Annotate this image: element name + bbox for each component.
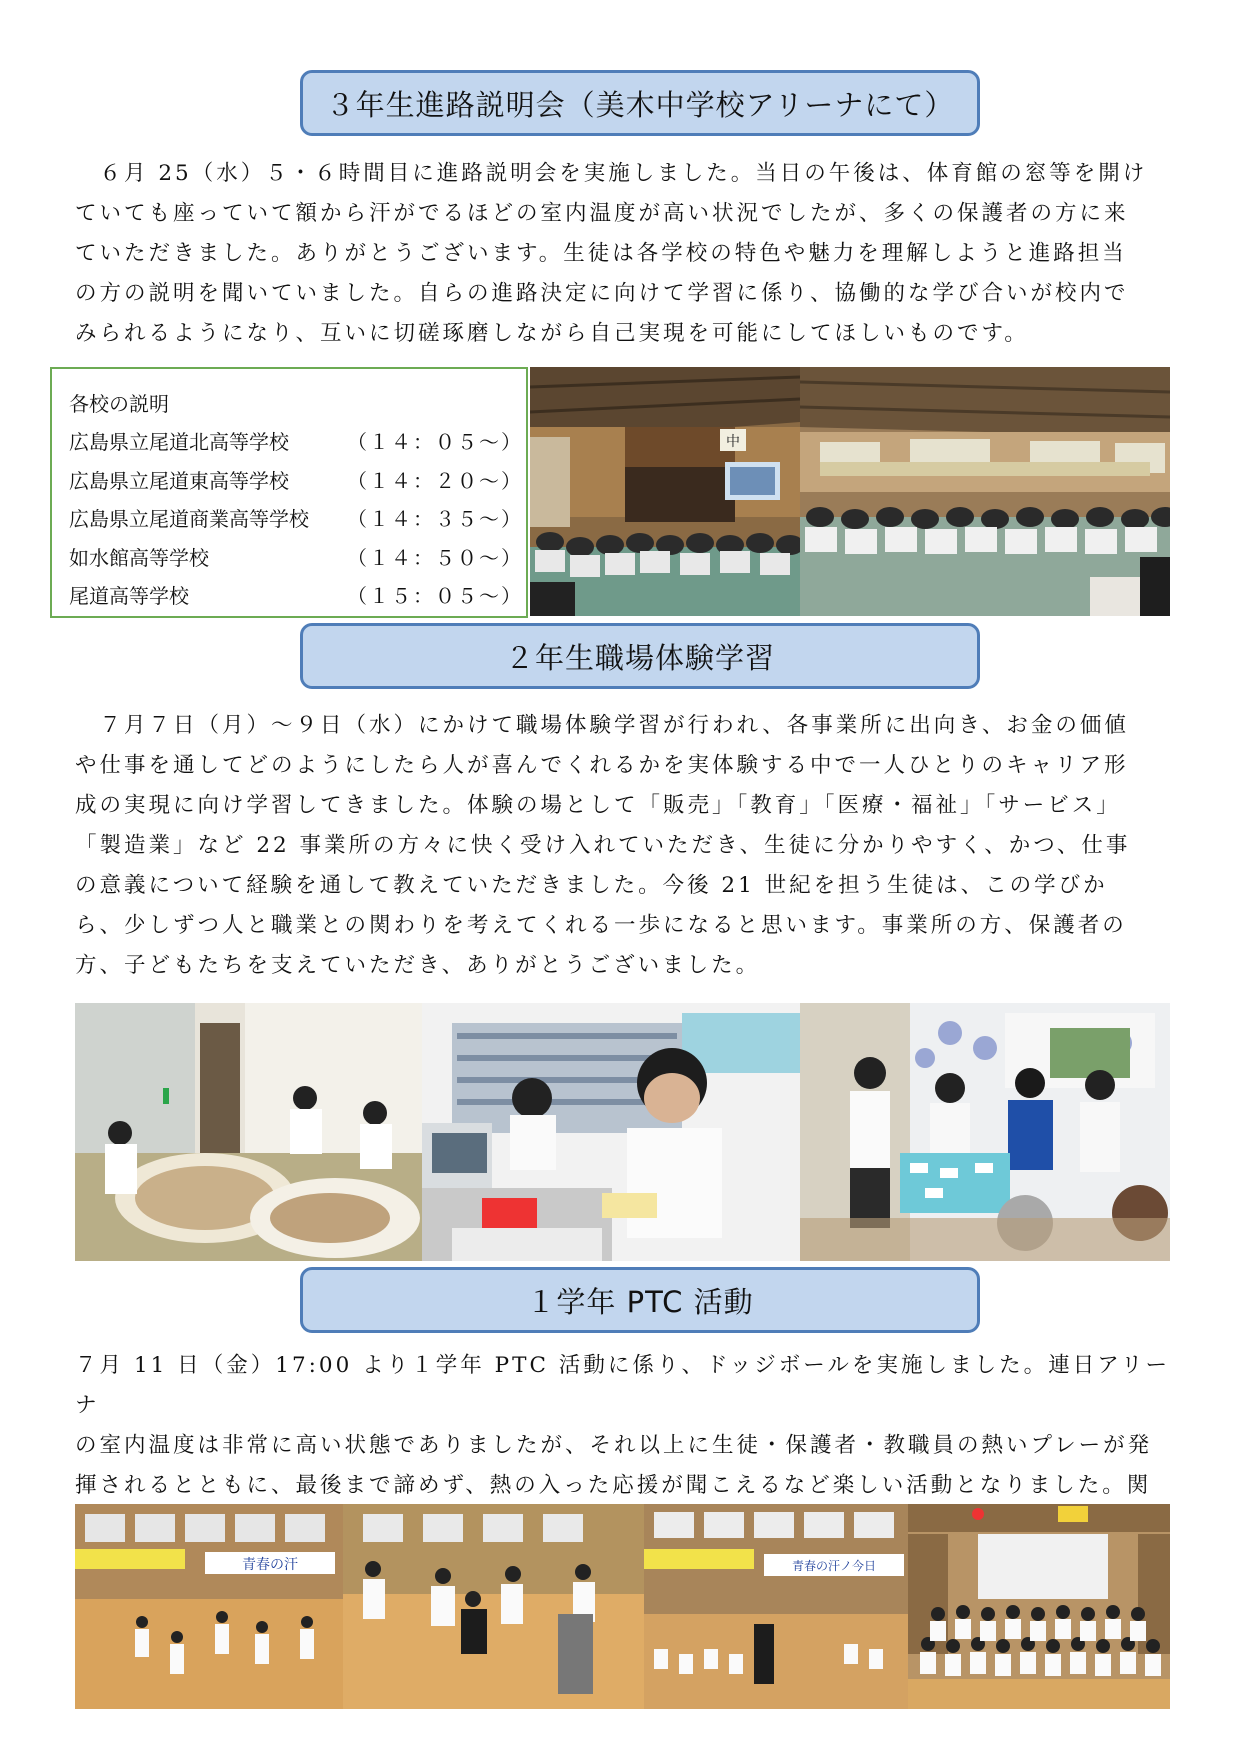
text-line: 成の実現に向け学習してきました。体験の場として「販売」「教育」「医療・福祉」「サービス」 xyxy=(75,793,1121,818)
school-time: （１４：３５～） xyxy=(347,507,523,531)
text-line: 方、子どもたちを支えていただき、ありがとうございました。 xyxy=(75,953,761,978)
section2-title: ２年生職場体験学習 xyxy=(300,623,980,689)
school-name: 広島県立尾道商業高等学校 xyxy=(69,507,309,531)
photo-career-briefing-audience xyxy=(800,367,1170,616)
photo-career-briefing-stage xyxy=(530,367,800,616)
section2-text xyxy=(75,706,1170,986)
text-line: みられるようになり、互いに切磋琢磨しながら自己実現を可能にしてほしいものです。 xyxy=(75,321,1029,346)
photo-ptc-group xyxy=(908,1504,1170,1709)
school-schedule-box xyxy=(50,367,528,618)
text-line: ７月 11 日（金）17:00 より１学年 PTC 活動に係り、ドッジボールを実施しました。連日アリーナ xyxy=(75,1353,1170,1418)
photo-workplace-futon xyxy=(75,1003,422,1261)
text-line: ７月７日（月）～９日（水）にかけて職場体験学習が行われ、各事業所に出向き、お金の価値 xyxy=(75,713,1129,738)
school-name: 尾道高等学校 xyxy=(69,584,189,608)
text-line: 揮されるとともに、最後まで諦めず、熱の入った応援が聞こえるなど楽しい活動となりました。関 xyxy=(75,1473,1152,1498)
schedule-row xyxy=(69,539,526,578)
text-line: ていても座っていて額から汗がでるほどの室内温度が高い状況でしたが、多くの保護者の方に来 xyxy=(75,201,1129,226)
section3-title: １学年 PTC 活動 xyxy=(300,1267,980,1333)
schedule-row xyxy=(69,423,526,462)
gym-banner-text: 青春の汗ノ今日 xyxy=(791,1559,877,1573)
text-line: や仕事を通してどのようにしたら人が喜んでくれるかを実体験する中で一人ひとりのキャリア形 xyxy=(75,753,1129,778)
text-line: ６月 25（水）５・６時間目に進路説明会を実施しました。当日の午後は、体育館の窓等を開け xyxy=(75,161,1148,186)
text-line: 「製造業」など 22 事業所の方々に快く受け入れていただき、生徒に分かりやすく、かつ、仕事 xyxy=(75,833,1131,858)
school-time: （１４：２０～） xyxy=(347,468,523,493)
schedule-row xyxy=(69,500,526,539)
photo-workplace-store xyxy=(422,1003,800,1261)
gym-banner-text: 青春の汗 xyxy=(242,1557,298,1573)
photo-ptc-dodgeball-2 xyxy=(343,1504,644,1709)
school-time: （１４：０５～） xyxy=(347,430,523,454)
photo-workplace-care xyxy=(800,1003,1170,1261)
text-line: の室内温度は非常に高い状態でありましたが、それ以上に生徒・保護者・教職員の熱いプレーが発 xyxy=(75,1433,1153,1458)
schedule-title: 各校の説明 xyxy=(69,392,169,416)
photo-ptc-dodgeball-3 xyxy=(644,1504,908,1709)
stage-sign-text: 中 xyxy=(726,434,740,450)
school-name: 広島県立尾道東高等学校 xyxy=(69,468,289,493)
text-line: ら、少しずつ人と職業との関わりを考えてくれる一歩になると思います。事業所の方、保護者の xyxy=(75,913,1127,938)
schedule-row xyxy=(69,577,526,616)
school-name: 広島県立尾道北高等学校 xyxy=(69,430,289,454)
text-line: の方の説明を聞いていました。自らの進路決定に向けて学習に係り、協働的な学び合いが校内で xyxy=(75,281,1129,306)
section1-text xyxy=(75,154,1170,354)
section1-title: ３年生進路説明会（美木中学校アリーナにて） xyxy=(300,70,980,136)
text-line: の意義について経験を通して教えていただきました。今後 21 世紀を担う生徒は、この学びか xyxy=(75,873,1108,898)
text-line: ていただきました。ありがとうございます。生徒は各学校の特色や魅力を理解しようと進路担当 xyxy=(75,241,1127,266)
school-time: （１５：０５～） xyxy=(347,584,523,608)
school-time: （１４：５０～） xyxy=(347,545,523,570)
school-name: 如水館高等学校 xyxy=(69,545,209,570)
photo-ptc-dodgeball-1 xyxy=(75,1504,343,1709)
schedule-row xyxy=(69,462,526,501)
